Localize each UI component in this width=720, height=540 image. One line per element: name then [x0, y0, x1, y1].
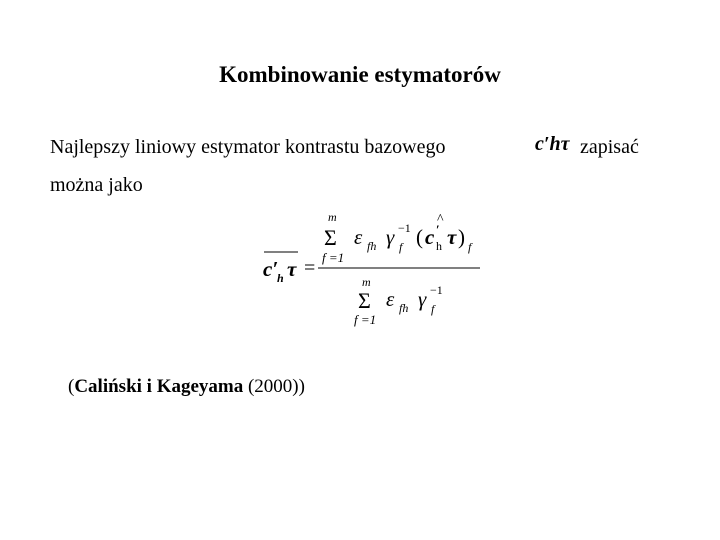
den-sum-upper: m — [362, 275, 371, 289]
den-gamma-sup: −1 — [430, 283, 443, 297]
den-sum-lower: f =1 — [354, 312, 377, 327]
num-sum-lower: f =1 — [322, 250, 345, 265]
num-paren-sub: f — [468, 240, 472, 254]
num-hat-sub: h — [436, 239, 442, 253]
den-eps-sub: fh — [399, 301, 409, 315]
den-gamma: γ — [418, 287, 427, 311]
sentence-line-2: można jako — [50, 174, 143, 196]
lhs-tau: τ — [287, 257, 297, 281]
den-gamma-sub: f — [431, 302, 435, 316]
lhs-c: c′ — [263, 257, 279, 281]
sentence-part-2: zapisać — [580, 136, 639, 158]
den-sum-symbol: Σ — [358, 288, 371, 313]
num-paren-open: ( — [416, 225, 423, 249]
citation — [68, 376, 305, 398]
estimator-formula — [250, 200, 510, 340]
citation-year: (2000)) — [247, 376, 305, 397]
num-epsilon: ε — [354, 225, 363, 249]
citation-open: ( — [68, 376, 75, 397]
lhs-sub: h — [277, 271, 284, 285]
citation-authors: Caliński i Kageyama — [74, 376, 244, 397]
sentence-line-1 — [50, 136, 445, 159]
equals-sign: = — [304, 257, 316, 279]
sentence-part-1: Najlepszy liniowy estymator kontrastu bazowego — [50, 136, 446, 158]
num-c-prime: ′ — [436, 222, 440, 237]
num-tau: τ — [447, 225, 457, 249]
inline-symbol — [535, 133, 570, 156]
den-epsilon: ε — [386, 287, 395, 311]
num-gamma: γ — [386, 225, 395, 249]
num-hat: ^ — [437, 212, 444, 227]
num-sum-upper: m — [328, 210, 337, 224]
num-c: c — [425, 225, 435, 249]
inline-symbol-text: c′hτ — [535, 133, 570, 155]
slide-title: Kombinowanie estymatorów — [219, 62, 501, 87]
num-eps-sub: fh — [367, 239, 377, 253]
num-gamma-sup: −1 — [398, 221, 411, 235]
num-gamma-sub: f — [399, 240, 403, 254]
num-sum-symbol: Σ — [324, 225, 337, 250]
num-paren-close: ) — [458, 225, 465, 249]
